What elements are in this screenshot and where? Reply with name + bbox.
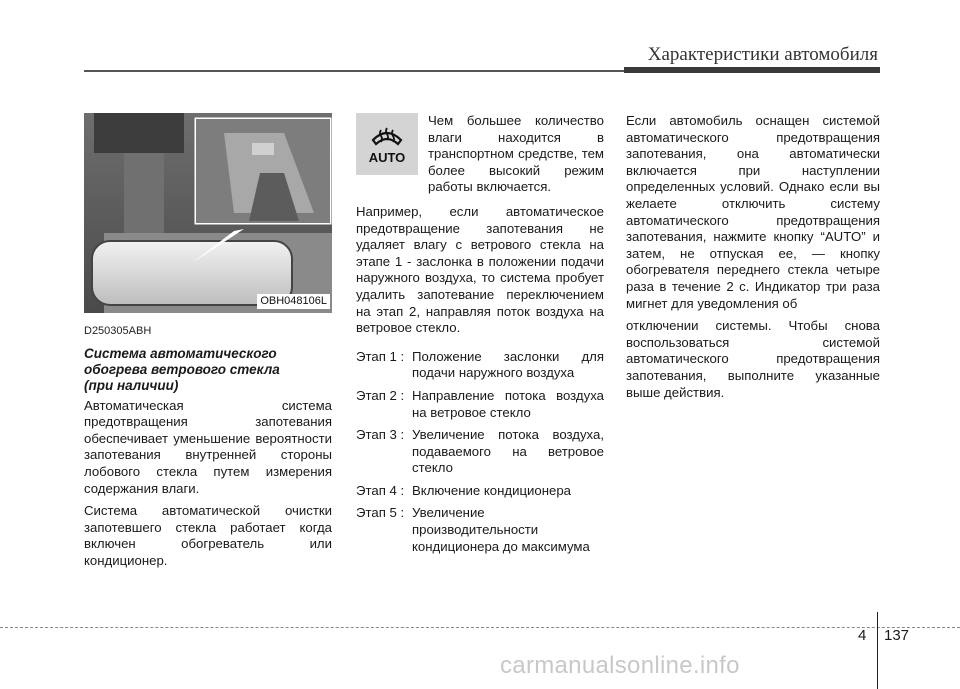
paragraph: отключении системы. Чтобы снова воспользоваться системой автоматического предотвращения запотевания, выполните указанные выше действия. xyxy=(626,318,880,400)
windshield-defrost-icon xyxy=(370,122,404,148)
column-2 xyxy=(356,113,604,561)
chapter-number: 4 xyxy=(858,627,867,644)
step-label: Этап 2 : xyxy=(356,387,405,403)
watermark: carmanualsonline.info xyxy=(500,652,740,679)
auto-defog-row xyxy=(356,113,604,196)
figure-code: OBH048106L xyxy=(257,294,330,309)
paragraph: Если автомобиль оснащен системой автоматического предотвращения запотевания, она автоматически включается при наступлении определенных условий. Однако если вы желаете отключить систему автоматического предотвращения запотевания, нажмите кнопку “AUTO” и затем, не отпуская ее, — кнопку обогревателя переднего стекла четыре раза в течение 2 с. Индикатор три раза мигнет для уведомления об xyxy=(626,113,880,311)
step-item xyxy=(356,505,604,555)
step-item xyxy=(356,427,604,477)
step-text: Включение кондиционера xyxy=(412,482,571,498)
footer-divider xyxy=(877,612,878,689)
column-3 xyxy=(626,113,880,407)
step-text: Увеличение производительности кондиционера до максимума xyxy=(412,505,590,554)
icon-description: Чем большее количество влаги находится в транспортном средстве, тем более высокий режим работы включается. xyxy=(428,113,604,195)
step-item xyxy=(356,483,604,500)
step-text: Положение заслонки для подачи наружного воздуха xyxy=(412,348,604,381)
page-number: 137 xyxy=(884,627,910,644)
auto-defrost-button-illustration xyxy=(356,113,418,175)
auto-label: AUTO xyxy=(368,149,406,165)
paragraph: Автоматическая система предотвращения запотевания обеспечивает уменьшение вероятности запотевания внутренней стороны лобового стекла путем измерения содержания влаги. xyxy=(84,397,332,496)
step-label: Этап 4 : xyxy=(356,482,405,498)
step-text: Увеличение потока воздуха, подаваемого на ветровое стекло xyxy=(412,427,604,476)
step-label: Этап 1 : xyxy=(356,348,405,364)
paragraph: Система автоматической очистки запотевшего стекла работает когда включен обогреватель или кондиционер. xyxy=(84,503,332,568)
step-label: Этап 3 : xyxy=(356,427,405,443)
paragraph: Например, если автоматическое предотвращение запотевания не удаляет влагу с ветрового стекла на этапе 1 - заслонка в положении подачи наружного воздуха, то система пробует удалить запотевание переключением на этап 2, направляя поток воздуха на ветровое стекло. xyxy=(356,203,604,336)
step-item xyxy=(356,388,604,421)
mirror-sensor-illustration xyxy=(84,113,332,313)
footer-rule xyxy=(0,627,960,628)
step-text: Направление потока воздуха на ветровое стекло xyxy=(412,387,604,420)
mirror-sensor-figure xyxy=(84,113,332,313)
header-rule-accent xyxy=(624,67,880,73)
step-label: Этап 5 : xyxy=(356,505,405,521)
header-title: Характеристики автомобиля xyxy=(647,44,878,65)
section-title: Система автоматического обогрева ветрового стекла (при наличии) xyxy=(84,345,280,393)
column-1 xyxy=(84,113,332,576)
reference-code: D250305ABH xyxy=(84,325,152,337)
step-item xyxy=(356,349,604,382)
